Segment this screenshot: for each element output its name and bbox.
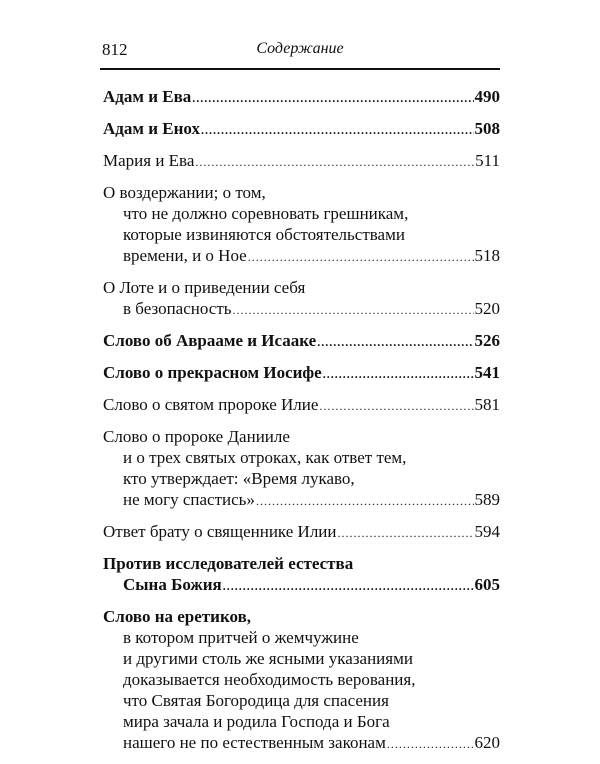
running-title: Содержание [256,40,344,57]
toc-entry-line: и о трех святых отроках, как ответ тем, [123,448,407,467]
toc-entry-line: которые извиняются обстоятельствами [123,225,405,244]
page-number: 812 [102,40,128,59]
toc-entry-line: и другими столь же ясными указаниями [123,649,413,668]
toc-entry-line: что не должно соревновать грешникам, [123,204,409,223]
toc-entry-title-line [103,574,500,597]
toc-entry [103,362,500,385]
dot-leader [192,88,473,109]
toc-entry-title: Сына Божия [123,575,222,594]
dot-leader [223,576,474,597]
dot-leader [201,120,474,141]
toc-entry [103,118,500,141]
toc-entry-title: не могу спастись» [123,490,255,509]
toc-entry-title-line [103,394,500,417]
toc-entry-title: Адам и Енох [103,119,200,138]
toc-entry [103,627,500,755]
toc-entry [103,277,500,321]
dot-leader [338,523,474,544]
toc-entry [103,606,500,627]
toc-page-number: 511 [475,151,500,170]
toc-entry-title-line [103,521,500,544]
toc-entry-title-line [103,245,500,268]
toc-page-number: 594 [474,522,500,541]
toc-page-number: 541 [474,363,500,382]
toc-entry-title: Слово о прекрасном Иосифе [103,363,322,382]
toc-entry-title-line [103,732,500,755]
toc-page-number: 589 [474,490,500,509]
toc-entry-title: в безопасность [123,299,232,318]
toc-entry-title: Ответ брату о священнике Илии [103,522,337,541]
toc-entry-line: доказывается необходимость верования, [123,670,416,689]
toc-entry-line: Против исследователей естества [103,554,354,573]
toc-page-number: 518 [474,246,500,265]
dot-leader [248,247,474,268]
toc-entry-title-line [103,298,500,321]
toc-entry-title: Мария и Ева [103,151,195,170]
dot-leader [317,332,473,353]
toc-entry-line: в котором притчей о жемчужине [123,628,359,647]
toc-page-number: 605 [474,575,500,594]
toc-entry [103,150,500,173]
toc-entry [103,330,500,353]
toc-entry-line: О Лоте и о приведении себя [103,278,306,297]
table-of-contents [103,86,500,764]
toc-entry-line: мира зачала и родила Господа и Бога [123,712,390,731]
toc-entry-title-line [103,489,500,512]
toc-entry-line: О воздержании; о том, [103,183,266,202]
page-header [100,34,500,64]
dot-leader [387,734,474,755]
toc-entry [103,394,500,417]
toc-entry-title: Слово о святом пророке Илие [103,395,319,414]
toc-entry-line: Слово на еретиков, [103,607,252,626]
toc-entry-line: кто утверждает: «Время лукаво, [123,469,355,488]
toc-page-number: 620 [474,733,500,752]
toc-entry-title: времени, и о Ное [123,246,247,265]
dot-leader [323,364,474,385]
toc-entry-title-line [103,150,500,173]
toc-entry [103,521,500,544]
toc-entry-title: нашего не по естественным законам [123,733,386,752]
toc-entry-line: что Святая Богородица для спасения [123,691,389,710]
toc-entry [103,86,500,109]
toc-entry [103,426,500,512]
toc-entry-title: Адам и Ева [103,87,192,106]
toc-page-number: 526 [474,331,500,350]
toc-entry-title-line [103,118,500,141]
header-rule [100,68,500,70]
toc-entry [103,553,500,597]
toc-page-number: 581 [474,395,500,414]
dot-leader [256,491,474,512]
toc-entry-line: Слово о пророке Данииле [103,427,290,446]
toc-entry-title-line [103,86,500,109]
toc-entry-title-line [103,362,500,385]
dot-leader [319,396,473,417]
toc-entry-title: Слово об Аврааме и Исааке [103,331,317,350]
dot-leader [233,300,474,321]
toc-page-number: 490 [474,87,500,106]
toc-entry-title-line [103,330,500,353]
toc-page-number: 520 [474,299,500,318]
dot-leader [195,152,474,173]
toc-page-number: 508 [474,119,500,138]
toc-entry [103,182,500,268]
